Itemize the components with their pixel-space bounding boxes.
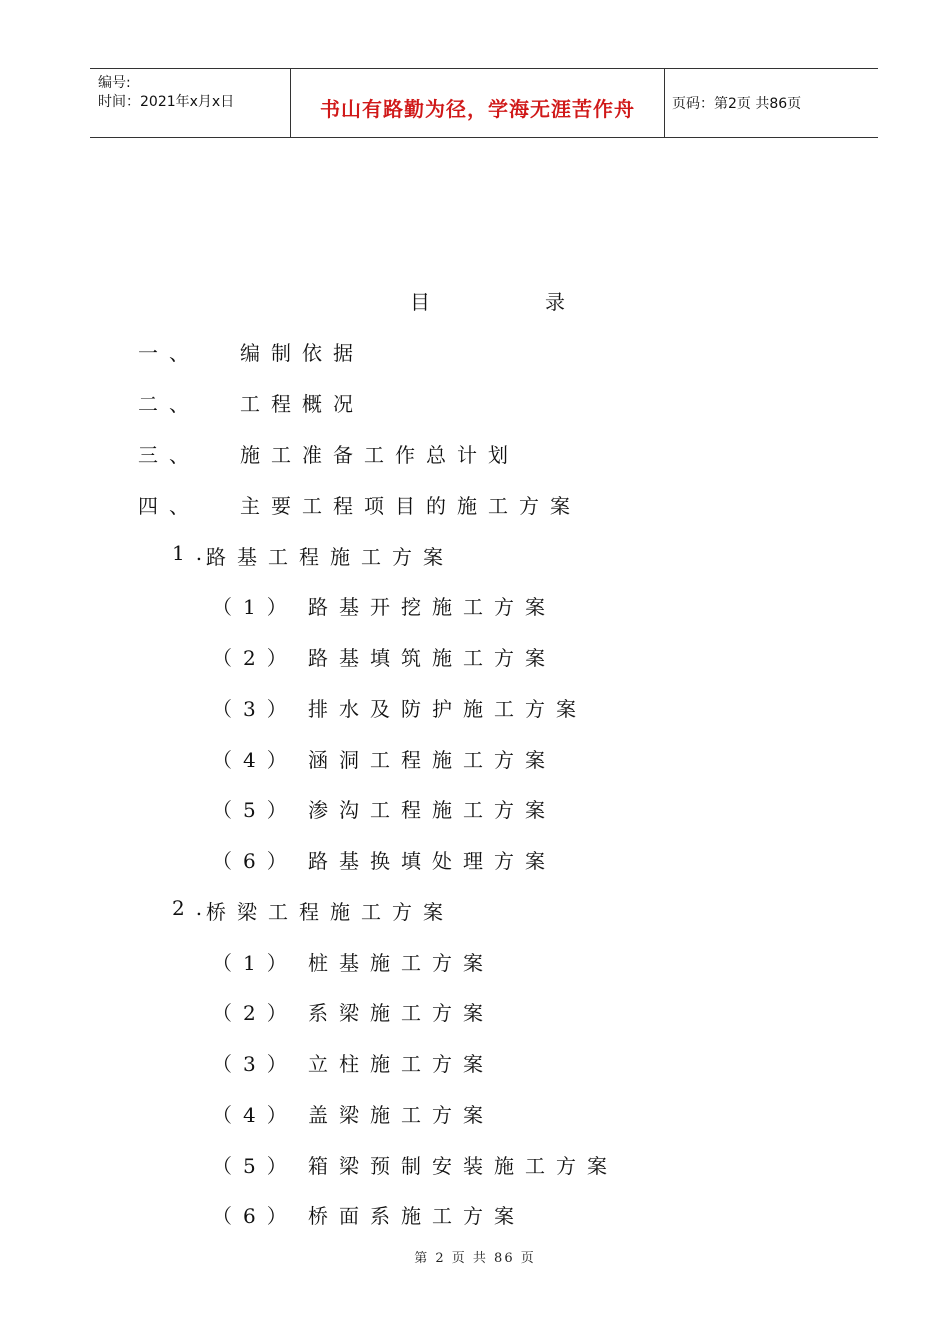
toc-entry-marker: （3） (212, 697, 298, 721)
header-page-label: 页码：第2页 共86页 (672, 96, 802, 112)
toc-entry-text: 编制依据 (240, 341, 364, 365)
header-motto: 书山有路勤为径，学海无涯苦作舟 (320, 97, 635, 121)
toc-entry-marker: 一、 (138, 341, 200, 365)
toc-entry-text: 系梁施工方案 (308, 1001, 494, 1025)
toc-entry-text: 桥梁工程施工方案 (206, 900, 454, 924)
header-motto-cell (290, 69, 665, 137)
toc-entry-marker: （2） (212, 1001, 298, 1025)
toc-entry-marker: （5） (212, 1154, 298, 1178)
toc-entry-marker: （4） (212, 1103, 298, 1127)
toc-entry-text: 路基填筑施工方案 (308, 646, 556, 670)
toc-entry-marker: （3） (212, 1052, 298, 1076)
toc-entry-marker: （1） (212, 951, 298, 975)
footer-page-number: 第 2 页 共 86 页 (414, 1251, 536, 1266)
toc-entry-text: 路基开挖施工方案 (308, 595, 556, 619)
toc-entry-text: 盖梁施工方案 (308, 1103, 494, 1127)
toc-entry-text: 工程概况 (240, 392, 364, 416)
toc-entry-marker: 二、 (138, 392, 200, 416)
document-number-label: 编号: (98, 75, 131, 91)
toc-entry-marker: （2） (212, 646, 298, 670)
toc-entry-text: 施工准备工作总计划 (240, 443, 519, 467)
page-header (90, 68, 878, 138)
toc-entry-text: 桩基施工方案 (308, 951, 494, 975)
toc-entry-marker: （1） (212, 595, 298, 619)
header-page-cell (664, 69, 878, 137)
toc-entry-text: 立柱施工方案 (308, 1052, 494, 1076)
toc-entry-marker: 2. (172, 896, 214, 920)
toc-entry-marker: （4） (212, 748, 298, 772)
toc-entry-text: 排水及防护施工方案 (308, 697, 587, 721)
toc-title-right: 录 (545, 290, 565, 314)
toc-entry-marker: （5） (212, 798, 298, 822)
toc-entry-marker: 三、 (138, 443, 200, 467)
toc-title-left: 目 (410, 290, 430, 314)
toc-entry-text: 路基工程施工方案 (206, 545, 454, 569)
toc-entry-marker: 1. (172, 541, 214, 565)
header-meta-cell (90, 69, 290, 137)
page-footer (0, 1247, 950, 1266)
toc-entry-text: 主要工程项目的施工方案 (240, 494, 581, 518)
toc-entry-text: 渗沟工程施工方案 (308, 798, 556, 822)
toc-entry-marker: （6） (212, 1204, 298, 1228)
toc-entry-text: 涵洞工程施工方案 (308, 748, 556, 772)
document-time-label: 时间：2021年x月x日 (98, 94, 235, 110)
toc-entry-text: 桥面系施工方案 (308, 1204, 525, 1228)
toc-entry-marker: 四、 (138, 494, 200, 518)
toc-entry-text: 箱梁预制安装施工方案 (308, 1154, 618, 1178)
toc-entry-text: 路基换填处理方案 (308, 849, 556, 873)
toc-entry-marker: （6） (212, 849, 298, 873)
